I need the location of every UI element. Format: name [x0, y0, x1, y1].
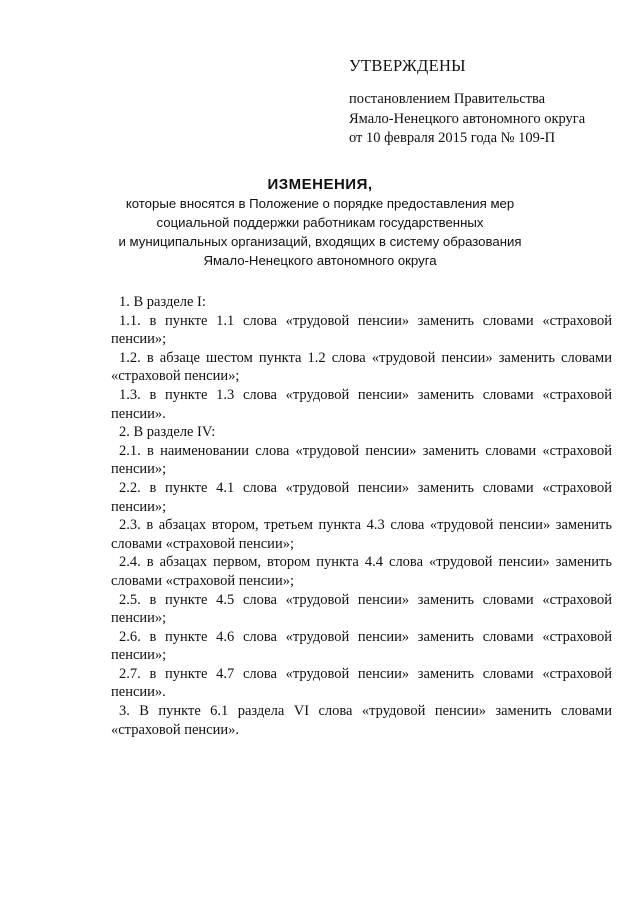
document-body [111, 293, 612, 739]
subsection-item: 2.3. в абзацах втором, третьем пункта 4.3 слова «трудовой пенсии» заменить словами «страховой пенсии»; [111, 517, 612, 552]
subsection-item: 2.6. в пункте 4.6 слова «трудовой пенсии» заменить словами «страховой пенсии»; [111, 628, 612, 664]
document-subtitle-line: социальной поддержки работникам государственных [156, 215, 484, 230]
document-subtitle-line: которые вносятся в Положение о порядке предоставления мер [125, 196, 515, 211]
document-heading [0, 176, 640, 270]
subsection-item: 2.1. в наименовании слова «трудовой пенсии» заменить словами «страховой пенсии»; [111, 442, 612, 478]
subsection-item: 1.2. в абзаце шестом пункта 1.2 слова «трудовой пенсии» заменить словами «страховой пенсии»; [111, 349, 612, 385]
approval-block [349, 56, 629, 149]
subsection-item: 2.5. в пункте 4.5 слова «трудовой пенсии» заменить словами «страховой пенсии»; [111, 591, 612, 627]
document-subtitle-line: Ямало-Ненецкого автономного округа [203, 253, 437, 268]
approval-line-decree: постановлением Правительства [349, 91, 546, 107]
section-item: 1. В разделе I: [119, 294, 206, 310]
subsection-item: 2.2. в пункте 4.1 слова «трудовой пенсии» заменить словами «страховой пенсии»; [111, 479, 612, 515]
subsection-item: 1.3. в пункте 1.3 слова «трудовой пенсии» заменить словами «страховой пенсии». [111, 386, 612, 422]
subsection-item: 1.1. в пункте 1.1 слова «трудовой пенсии» заменить словами «страховой пенсии»; [111, 312, 612, 348]
approval-title: УТВЕРЖДЕНЫ [349, 56, 466, 75]
section-item: 3. В пункте 6.1 раздела VI слова «трудовой пенсии» заменить словами «страховой пенсии». [111, 703, 612, 738]
document-subtitle-line: и муниципальных организаций, входящих в систему образования [118, 234, 522, 249]
approval-line-region: Ямало-Ненецкого автономного округа [349, 110, 586, 127]
section-item: 2. В разделе IV: [119, 424, 216, 441]
approval-line-date: от 10 февраля 2015 года № 109-П [349, 130, 556, 146]
document-title: ИЗМЕНЕНИЯ, [267, 176, 373, 193]
subsection-item: 2.7. в пункте 4.7 слова «трудовой пенсии» заменить словами «страховой пенсии». [111, 665, 612, 701]
subsection-item: 2.4. в абзацах первом, втором пункта 4.4 слова «трудовой пенсии» заменить словами «страховой пенсии»; [111, 554, 612, 589]
